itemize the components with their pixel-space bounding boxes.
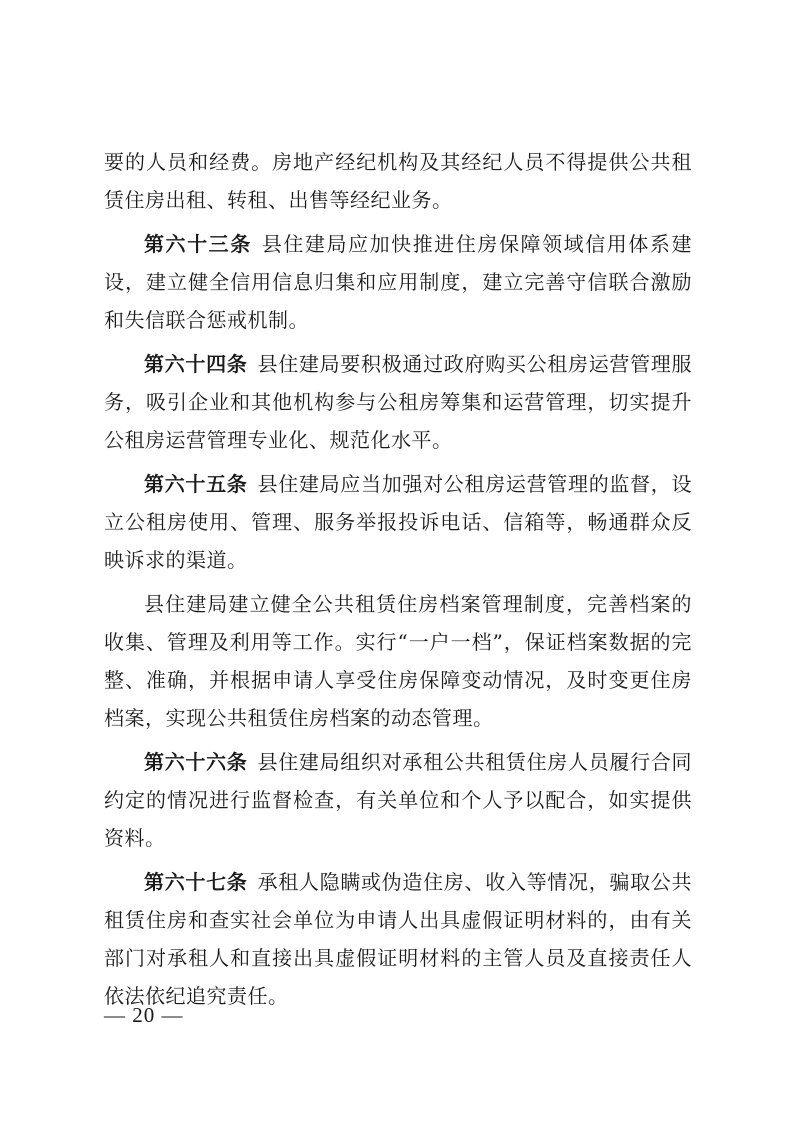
article-number: 第六十五条	[144, 472, 248, 496]
article-number: 第六十四条	[144, 352, 248, 376]
paragraph-text: 县住建局应加快推进住房保障领域信用体系建设，建立健全信用信息归集和应用制度，建立完善守信联合激励和失信联合惩戒机制。	[104, 232, 692, 332]
article-number: 第六十七条	[144, 870, 248, 894]
paragraph-text: 县住建局应当加强对公租房运营管理的监督，设立公租房使用、管理、服务举报投诉电话、信箱等，畅通群众反映诉求的渠道。	[104, 472, 692, 572]
paragraph-text: 要的人员和经费。房地产经纪机构及其经纪人员不得提供公共租赁住房出租、转租、出售等经纪业务。	[104, 150, 692, 212]
article-number: 第六十三条	[144, 232, 252, 256]
article-65-subparagraph	[104, 585, 692, 737]
article-66	[104, 743, 692, 857]
article-64	[104, 345, 692, 459]
paragraph-text: 承租人隐瞒或伪造住房、收入等情况，骗取公共租赁住房和查实社会单位为申请人出具虚假证明材料的，由有关部门对承租人和直接出具虚假证明材料的主管人员及直接责任人依法依纪追究责任。	[104, 870, 692, 1008]
paragraph-text: 县住建局要积极通过政府购买公租房运营管理服务，吸引企业和其他机构参与公租房筹集和运营管理，切实提升公租房运营管理专业化、规范化水平。	[104, 352, 692, 452]
paragraph-text: 县住建局建立健全公共租赁住房档案管理制度，完善档案的收集、管理及利用等工作。实行“一户一档”，保证档案数据的完整、准确，并根据申请人享受住房保障变动情况，及时变更住房档案，实现公共租赁住房档案的动态管理。	[104, 592, 692, 730]
article-63	[104, 225, 692, 339]
paragraph-continuation	[104, 143, 692, 219]
paragraph-text: 县住建局组织对承租公共租赁住房人员履行合同约定的情况进行监督检查，有关单位和个人予以配合，如实提供资料。	[104, 750, 692, 850]
document-body	[104, 143, 692, 1021]
page-number: — 20 —	[104, 1003, 184, 1027]
article-67	[104, 863, 692, 1015]
article-number: 第六十六条	[144, 750, 248, 774]
article-65	[104, 465, 692, 579]
